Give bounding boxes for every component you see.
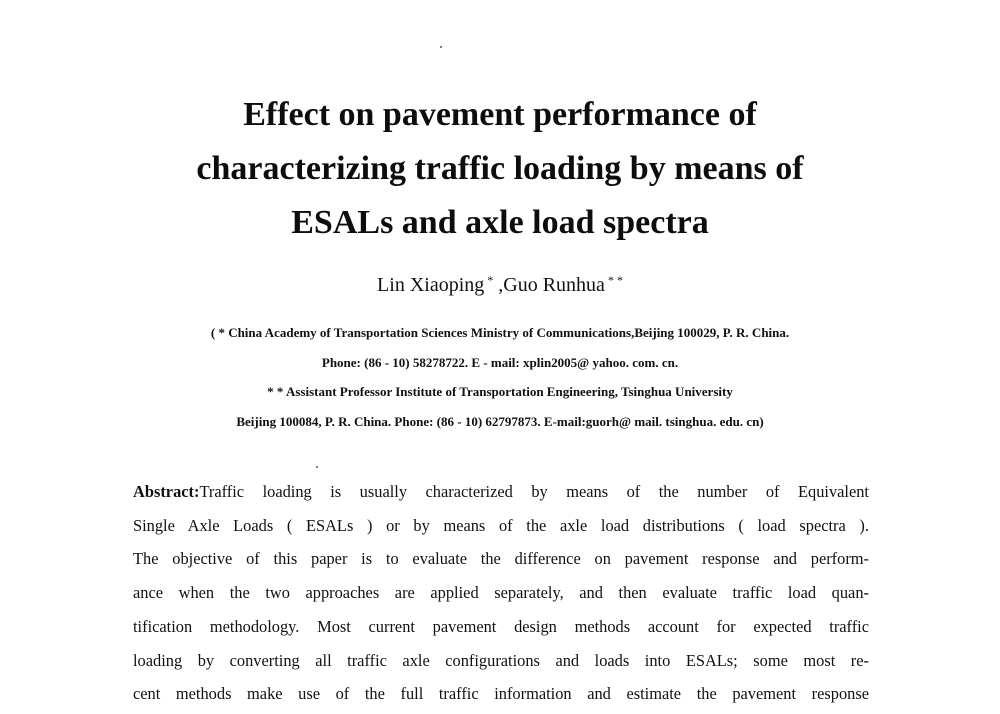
author-mark: * xyxy=(487,273,494,287)
author-name: Lin Xiaoping xyxy=(377,274,485,296)
affiliation-line: Phone: (86 - 10) 58278722. E - mail: xplin2005@ yahoo. com. cn. xyxy=(321,354,679,370)
abstract-line: cent methods make use of the full traffic information and estimate the pavement response xyxy=(133,684,869,704)
affiliations xyxy=(0,318,1000,436)
author-separator: , xyxy=(493,274,504,296)
abstract-line: tification methodology. Most current pavement design methods account for expected traffic xyxy=(133,616,869,636)
title-line: Effect on pavement performance of xyxy=(243,96,757,133)
abstract xyxy=(133,475,869,711)
abstract-line: The objective of this paper is to evaluate the difference on pavement response and perform- xyxy=(133,549,869,569)
author-name: Guo Runhua xyxy=(503,274,605,296)
abstract-line: ance when the two approaches are applied separately, and then evaluate traffic load quan- xyxy=(133,583,869,603)
abstract-separator: : xyxy=(194,482,200,501)
abstract-line xyxy=(133,475,869,509)
abstract-line: Single Axle Loads ( ESALs ) or by means of the axle load distributions ( load spectra ). xyxy=(133,515,869,535)
scan-speck xyxy=(316,466,318,468)
title-line: ESALs and axle load spectra xyxy=(291,204,709,241)
affiliation-line: Beijing 100084, P. R. China. Phone: (86 - 10) 62797873. E-mail:guorh@ mail. tsinghua. edu. cn) xyxy=(236,413,764,429)
abstract-line: loading by converting all traffic axle configurations and loads into ESALs; some most re- xyxy=(133,650,869,670)
affiliation-line: * * Assistant Professor Institute of Transportation Engineering, Tsinghua University xyxy=(267,384,733,399)
abstract-text: Traffic loading is usually characterized by means of the number of Equivalent xyxy=(199,482,869,501)
title-line: characterizing traffic loading by means of xyxy=(196,150,804,187)
author-line xyxy=(0,266,1000,299)
scan-speck xyxy=(440,46,442,48)
paper-title xyxy=(0,88,1000,250)
affiliation-line: ( * China Academy of Transportation Sciences Ministry of Communications,Beijing 100029, P. R. China. xyxy=(210,325,790,340)
author-mark: * * xyxy=(607,273,623,287)
abstract-label: Abstract xyxy=(133,482,194,501)
